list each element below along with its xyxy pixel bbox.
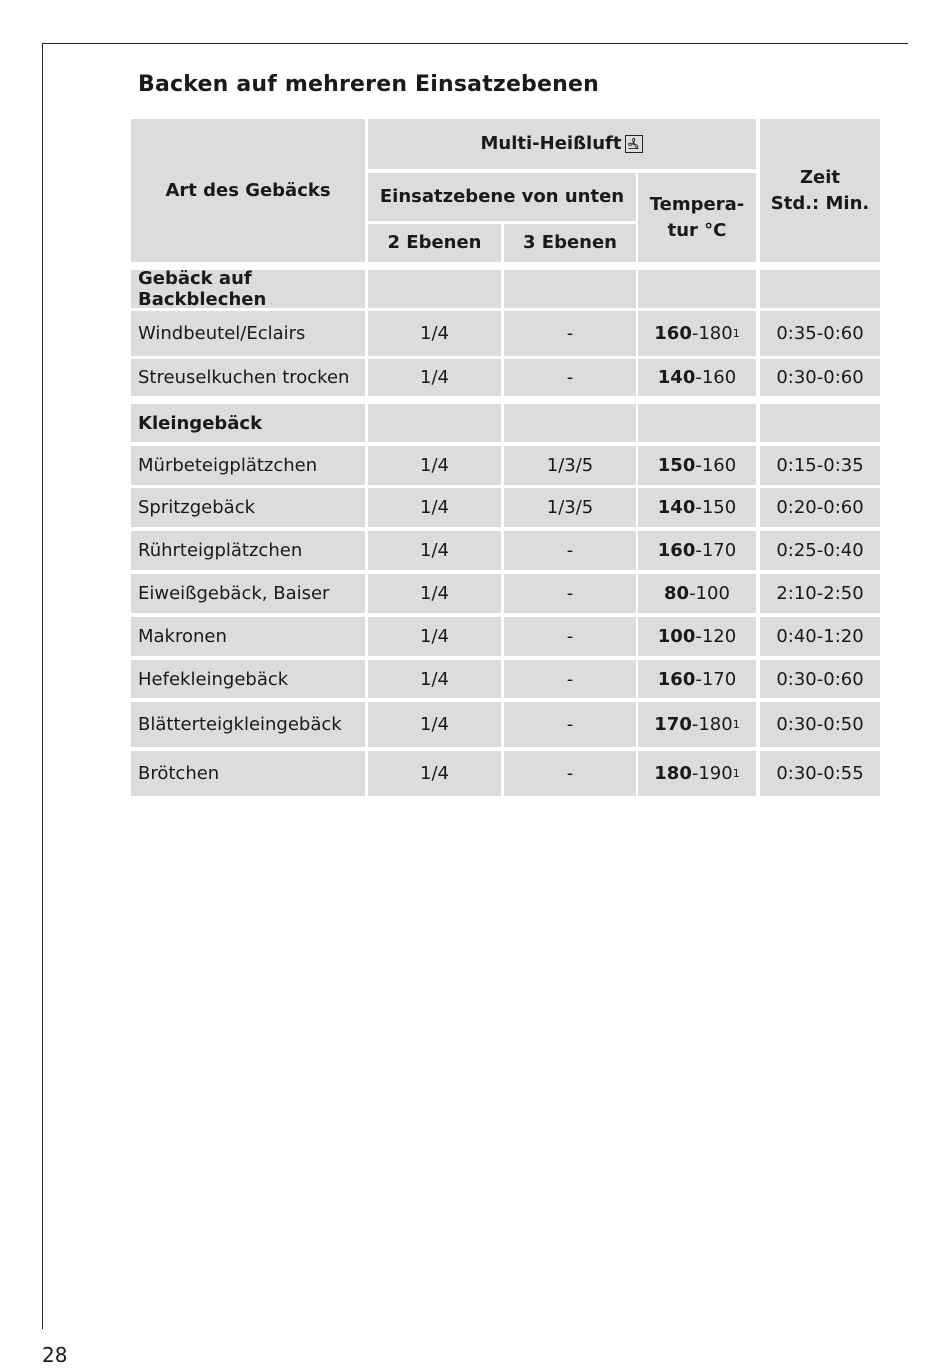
- temp-rest-value: -100: [689, 583, 730, 604]
- section-heading-cell: [131, 270, 365, 308]
- page-number: 28: [42, 1343, 68, 1367]
- temp-rest-value: -180: [691, 323, 733, 344]
- table-cell-name: [131, 751, 365, 796]
- header-two: [368, 224, 501, 262]
- empty-cell: [760, 404, 880, 442]
- section-heading: Gebäck auf Backblechen: [138, 268, 267, 310]
- header-art-label: Art des Gebäcks: [165, 179, 331, 201]
- section-heading-cell: [131, 404, 365, 442]
- table-cell-three: [504, 311, 636, 356]
- table-cell-name: [131, 488, 365, 527]
- cell-zeit-value: 0:35-0:60: [776, 323, 864, 344]
- temp-bold-value: 140: [657, 367, 696, 388]
- table-cell-name: [131, 660, 365, 698]
- cell-three-value: -: [566, 583, 574, 604]
- header-three: [504, 224, 636, 262]
- temp-bold-value: 160: [654, 323, 692, 344]
- cell-three-value: 1/3/5: [546, 497, 594, 518]
- temp-rest-value: -170: [695, 668, 737, 690]
- multi-hot-air-fan-icon: [625, 135, 643, 153]
- cell-three-value: -: [566, 540, 574, 561]
- table-cell-zeit: [760, 702, 880, 747]
- cell-three-value: -: [566, 323, 574, 344]
- table-cell-zeit: [760, 311, 880, 356]
- header-ebene: [368, 173, 636, 221]
- table-cell-zeit: [760, 488, 880, 527]
- header-temp-line1: Tempera-: [649, 193, 745, 215]
- table-cell-temp: [638, 446, 756, 485]
- cell-two-value: 1/4: [420, 367, 449, 388]
- cell-zeit-value: 0:40-1:20: [776, 626, 864, 647]
- header-zeit-line1: Zeit: [799, 166, 841, 188]
- cell-two-value: 1/4: [420, 455, 449, 476]
- table-cell-zeit: [760, 751, 880, 796]
- table-cell-two: [368, 531, 501, 570]
- temp-bold-value: 100: [657, 626, 696, 647]
- temp-bold-value: 170: [654, 714, 692, 735]
- cell-two-value: 1/4: [420, 323, 449, 344]
- table-cell-temp: 180 -190 1: [638, 751, 756, 796]
- table-cell-three: [504, 751, 636, 796]
- table-cell-temp: [638, 488, 756, 527]
- cell-zeit-value: 2:10-2:50: [776, 583, 864, 604]
- table-cell-three: [504, 574, 636, 613]
- table-cell-three: [504, 359, 636, 396]
- temp-bold-value: 140: [657, 497, 696, 518]
- table-cell-name: [131, 702, 365, 747]
- temp-rest-value: -160: [695, 455, 737, 476]
- temp-rest-value: -120: [695, 626, 737, 647]
- table-cell-temp: [638, 660, 756, 698]
- cell-name-value: Brötchen: [138, 763, 220, 784]
- header-two-label: 2 Ebenen: [387, 232, 482, 253]
- table-cell-three: [504, 702, 636, 747]
- cell-two-value: 1/4: [420, 583, 449, 604]
- cell-name-value: Mürbeteigplätzchen: [138, 455, 318, 476]
- empty-cell: [368, 404, 501, 442]
- cell-name-value: Streuselkuchen trocken: [138, 367, 350, 388]
- cell-name-value: Makronen: [138, 626, 227, 647]
- cell-name-value: Spritzgebäck: [138, 497, 256, 518]
- table-cell-name: [131, 531, 365, 570]
- empty-cell: [504, 404, 636, 442]
- cell-name-value: Windbeutel/Eclairs: [138, 323, 306, 344]
- temp-bold-value: 160: [657, 668, 696, 690]
- table-cell-zeit: [760, 359, 880, 396]
- table-cell-two: [368, 311, 501, 356]
- header-zeit: [760, 119, 880, 262]
- header-art: [131, 119, 365, 262]
- table-cell-name: [131, 574, 365, 613]
- cell-two-value: 1/4: [420, 540, 449, 561]
- temp-rest-value: -180: [691, 714, 733, 735]
- cell-name-value: Rührteigplätzchen: [138, 540, 303, 561]
- section-heading: Kleingebäck: [138, 412, 263, 434]
- header-zeit-line2: Std.: Min.: [770, 192, 870, 214]
- header-multi: [368, 119, 756, 169]
- cell-three-value: -: [566, 714, 574, 735]
- cell-name-value: Blätterteigkleingebäck: [138, 714, 342, 735]
- cell-zeit-value: 0:30-0:55: [776, 763, 864, 784]
- temp-bold-value: 80: [664, 583, 690, 604]
- cell-name-value: Hefekleingebäck: [138, 668, 289, 690]
- table-cell-name: [131, 446, 365, 485]
- temp-rest-value: -160: [695, 367, 737, 388]
- cell-three-value: -: [566, 367, 574, 388]
- empty-cell: [368, 270, 501, 308]
- cell-zeit-value: 0:30-0:50: [776, 714, 864, 735]
- empty-cell: [638, 270, 756, 308]
- top-rule: [42, 43, 908, 44]
- temp-rest-value: -170: [695, 540, 737, 561]
- cell-three-value: -: [566, 763, 574, 784]
- table-cell-three: [504, 446, 636, 485]
- table-cell-temp: [638, 617, 756, 656]
- table-cell-temp: [638, 359, 756, 396]
- table-cell-name: [131, 311, 365, 356]
- table-cell-temp: [638, 531, 756, 570]
- header-multi-label: Multi-Heißluft: [480, 133, 622, 154]
- table-cell-two: [368, 359, 501, 396]
- temp-bold-value: 180: [654, 763, 692, 784]
- table-cell-zeit: [760, 446, 880, 485]
- table-cell-temp: 160 -180 1: [638, 311, 756, 356]
- cell-three-value: -: [566, 668, 574, 690]
- cell-three-value: -: [566, 626, 574, 647]
- temp-bold-value: 160: [657, 540, 696, 561]
- temp-bold-value: 150: [657, 455, 696, 476]
- cell-zeit-value: 0:15-0:35: [776, 455, 864, 476]
- cell-two-value: 1/4: [420, 714, 449, 735]
- table-cell-two: [368, 574, 501, 613]
- table-cell-zeit: [760, 617, 880, 656]
- table-cell-name: [131, 359, 365, 396]
- table-cell-two: [368, 617, 501, 656]
- cell-zeit-value: 0:20-0:60: [776, 497, 864, 518]
- table-cell-three: [504, 488, 636, 527]
- empty-cell: [760, 270, 880, 308]
- header-temp: [638, 173, 756, 262]
- cell-two-value: 1/4: [420, 626, 449, 647]
- header-ebene-label: Einsatzebene von unten: [379, 186, 625, 207]
- cell-zeit-value: 0:30-0:60: [776, 367, 864, 388]
- cell-name-value: Eiweißgebäck, Baiser: [138, 583, 330, 604]
- table-cell-two: [368, 488, 501, 527]
- left-rule: [42, 43, 43, 1329]
- table-cell-three: [504, 531, 636, 570]
- table-cell-two: [368, 446, 501, 485]
- page-title: Backen auf mehreren Einsatzebenen: [138, 72, 599, 97]
- cell-zeit-value: 0:25-0:40: [776, 540, 864, 561]
- table-cell-three: [504, 660, 636, 698]
- cell-three-value: 1/3/5: [546, 455, 594, 476]
- temp-rest-value: -190: [691, 763, 733, 784]
- table-cell-two: [368, 660, 501, 698]
- table-cell-two: [368, 751, 501, 796]
- cell-zeit-value: 0:30-0:60: [776, 668, 864, 690]
- table-cell-name: [131, 617, 365, 656]
- header-three-label: 3 Ebenen: [522, 232, 618, 253]
- empty-cell: [504, 270, 636, 308]
- table-cell-zeit: [760, 531, 880, 570]
- cell-two-value: 1/4: [420, 668, 449, 690]
- empty-cell: [638, 404, 756, 442]
- table-cell-three: [504, 617, 636, 656]
- table-cell-temp: [638, 574, 756, 613]
- table-cell-temp: 170 -180 1: [638, 702, 756, 747]
- cell-two-value: 1/4: [420, 763, 449, 784]
- temp-rest-value: -150: [695, 497, 737, 518]
- header-temp-line2: tur °C: [667, 219, 727, 241]
- cell-two-value: 1/4: [420, 497, 449, 518]
- table-cell-zeit: [760, 574, 880, 613]
- table-cell-two: [368, 702, 501, 747]
- table-cell-zeit: [760, 660, 880, 698]
